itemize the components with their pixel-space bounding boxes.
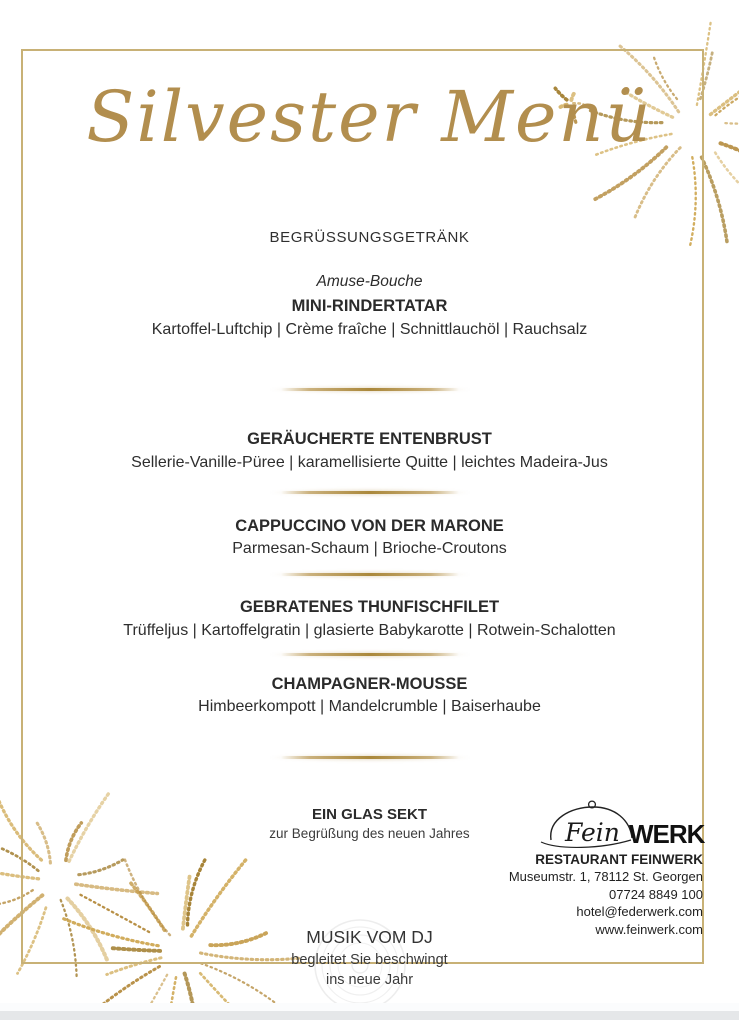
restaurant-address: Museumstr. 1, 78112 St. Georgen <box>508 869 703 885</box>
glitter-divider <box>281 388 459 391</box>
course-subtitle: Amuse-Bouche <box>316 273 423 290</box>
sekt-title: EIN GLAS SEKT <box>311 806 427 823</box>
viewer-page-edge <box>0 1003 739 1011</box>
viewer-background-strip <box>0 1011 739 1020</box>
music-title: MUSIK VOM DJ <box>306 927 433 947</box>
glitter-divider <box>281 491 459 494</box>
course-title: MINI-RINDERTATAR <box>291 297 448 315</box>
course-description: Parmesan-Schaum | Brioche-Croutons <box>232 540 507 557</box>
restaurant-contact-block <box>443 851 703 938</box>
music-line2: ins neue Jahr <box>325 972 414 988</box>
course-description: Kartoffel-Luftchip | Crème fraîche | Schnittlauchöl | Rauchsalz <box>151 321 588 338</box>
course-description: Trüffeljus | Kartoffelgratin | glasierte Babykarotte | Rotwein-Schalotten <box>123 622 616 639</box>
restaurant-logo <box>535 798 705 850</box>
glitter-divider <box>281 756 459 759</box>
course-description: Sellerie-Vanille-Püree | karamellisierte Quitte | leichtes Madeira-Jus <box>131 454 608 471</box>
logo-bold-text: WERK <box>629 819 705 849</box>
course-title: CAPPUCCINO VON DER MARONE <box>235 517 504 535</box>
welcome-drink-label: BEGRÜSSUNGSGETRÄNK <box>269 229 470 246</box>
logo-script-text: Fein <box>565 818 620 847</box>
menu-title: Silvester Menü <box>86 76 653 158</box>
sekt-subtitle: zur Begrüßung des neuen Jahres <box>269 826 470 841</box>
glitter-divider <box>281 573 459 576</box>
restaurant-email: hotel@federwerk.com <box>576 904 703 920</box>
music-line1: begleitet Sie beschwingt <box>291 952 448 968</box>
course-title: CHAMPAGNER-MOUSSE <box>271 675 468 693</box>
glitter-divider <box>281 653 459 656</box>
course-title: GERÄUCHERTE ENTENBRUST <box>247 430 492 448</box>
restaurant-website: www.feinwerk.com <box>595 921 703 937</box>
course-description: Himbeerkompott | Mandelcrumble | Baiserhaube <box>198 698 541 715</box>
restaurant-name: RESTAURANT FEINWERK <box>535 852 703 867</box>
course-title: GEBRATENES THUNFISCHFILET <box>239 598 500 616</box>
restaurant-phone: 07724 8849 100 <box>609 886 703 902</box>
